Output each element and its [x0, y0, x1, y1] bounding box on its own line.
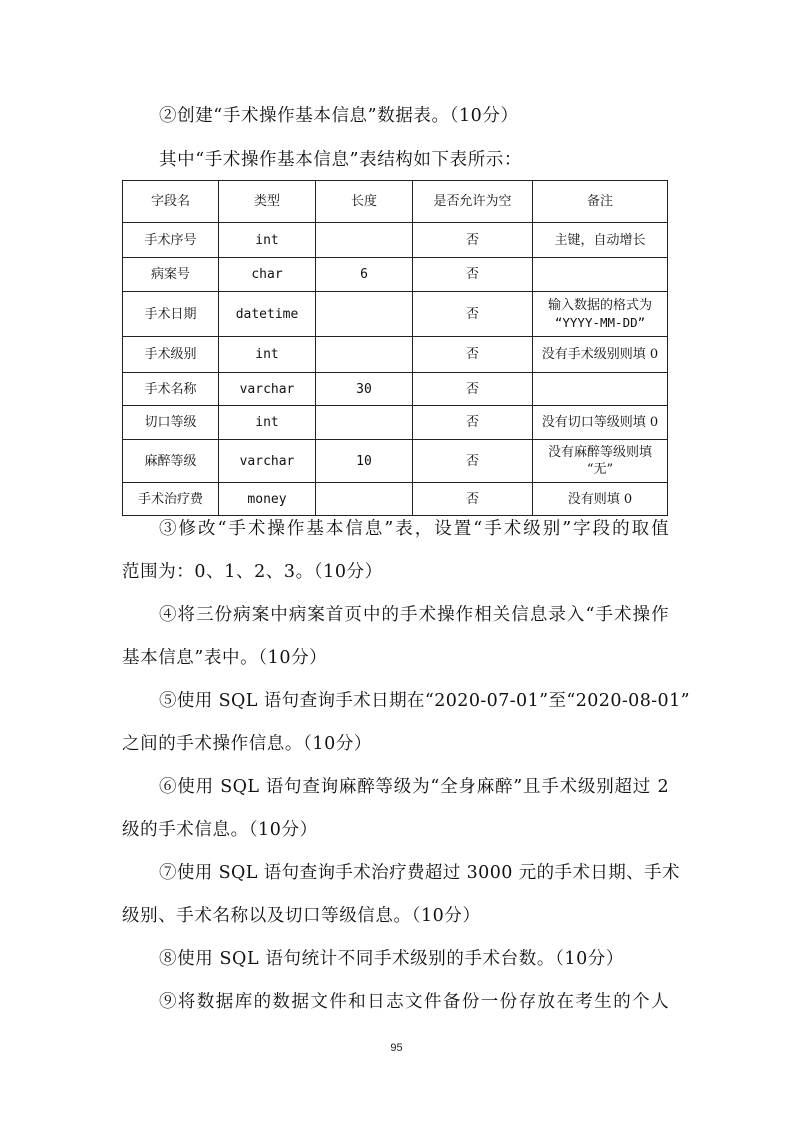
cell-note: [533, 223, 668, 258]
note-line: 输入数据的格式为: [547, 298, 652, 313]
cell-type: int: [219, 223, 316, 258]
cell-nullable: 否: [413, 292, 533, 337]
cell-name: 手术级别: [123, 337, 219, 373]
paragraph-item-6-line-2: 级的手术信息。（10分）: [122, 820, 318, 840]
cell-name: 病案号: [123, 258, 219, 292]
header-field-name: 字段名: [123, 181, 219, 223]
paragraph-item-5-line-2: 之间的手术操作信息。（10分）: [122, 734, 373, 754]
cell-nullable: 否: [413, 483, 533, 516]
cell-nullable: 否: [413, 373, 533, 406]
cell-note: [533, 258, 668, 292]
table-row: [123, 483, 668, 516]
cell-type: datetime: [219, 292, 316, 337]
paragraph-item-7-line-2: 级别、手术名称以及切口等级信息。（10分）: [122, 906, 481, 926]
note-line: “无”: [586, 462, 614, 477]
table-row: [123, 337, 668, 373]
paragraph-item-7-line-1: ⑦使用 SQL 语句查询手术治疗费超过 3000 元的手术日期、手术: [159, 863, 680, 883]
paragraph-item-3-line-2: 范围为：0、1、2、3。（10分）: [122, 562, 383, 582]
table-row: [123, 223, 668, 258]
table-row: [123, 373, 668, 406]
cell-name: 手术治疗费: [123, 483, 219, 516]
note-line: 主键，自动增长: [554, 232, 646, 248]
cell-name: 切口等级: [123, 406, 219, 440]
cell-note: [533, 440, 668, 483]
cell-nullable: 否: [413, 337, 533, 373]
cell-name: 手术名称: [123, 373, 219, 406]
cell-name: 手术序号: [123, 223, 219, 258]
table-row: [123, 258, 668, 292]
paragraph-item-4-line-1: ④将三份病案中病案首页中的手术操作相关信息录入“手术操作: [159, 605, 669, 625]
cell-note: [533, 292, 668, 337]
cell-length: [316, 337, 413, 373]
header-type: 类型: [219, 181, 316, 223]
cell-type: char: [219, 258, 316, 292]
paragraph-item-4-line-2: 基本信息”表中。（10分）: [122, 648, 328, 668]
table-structure: [122, 180, 668, 516]
cell-nullable: 否: [413, 406, 533, 440]
cell-length: [316, 292, 413, 337]
paragraph-item-8: ⑧使用 SQL 语句统计不同手术级别的手术台数。（10分）: [159, 949, 624, 969]
cell-type: money: [219, 483, 316, 516]
note-line: “YYYY-MM-DD”: [554, 315, 646, 330]
cell-type: int: [219, 406, 316, 440]
header-nullable: 是否允许为空: [413, 181, 533, 223]
cell-type: varchar: [219, 440, 316, 483]
cell-length: [316, 406, 413, 440]
cell-length: [316, 483, 413, 516]
table-row: [123, 440, 668, 483]
paragraph-item-9: ⑨将数据库的数据文件和日志文件备份一份存放在考生的个人: [159, 992, 669, 1012]
table-row: [123, 292, 668, 337]
cell-nullable: 否: [413, 258, 533, 292]
header-length: 长度: [316, 181, 413, 223]
table-header-row: [123, 181, 668, 223]
page-number: 95: [390, 1042, 403, 1054]
cell-length: 6: [316, 258, 413, 292]
cell-nullable: 否: [413, 440, 533, 483]
paragraph-item-2: ②创建“手术操作基本信息”数据表。（10分）: [159, 106, 519, 126]
note-line: 没有麻醉等级则填: [547, 445, 652, 460]
header-note: 备注: [533, 181, 668, 223]
cell-length: [316, 223, 413, 258]
paragraph-item-6-line-1: ⑥使用 SQL 语句查询麻醉等级为“全身麻醉”且手术级别超过 2: [159, 777, 669, 797]
table-row: [123, 406, 668, 440]
cell-note: 没有手术级别则填 0: [533, 337, 668, 373]
cell-type: varchar: [219, 373, 316, 406]
cell-length: 10: [316, 440, 413, 483]
paragraph-item-5-line-1: ⑤使用 SQL 语句查询手术日期在“2020-07-01”至“2020-08-01”: [159, 691, 690, 711]
table-intro: 其中“手术操作基本信息”表结构如下表所示：: [159, 150, 522, 170]
cell-note: 没有则填 0: [533, 483, 668, 516]
cell-note: [533, 373, 668, 406]
cell-note: 没有切口等级则填 0: [533, 406, 668, 440]
cell-nullable: 否: [413, 223, 533, 258]
paragraph-item-3-line-1: ③修改“手术操作基本信息”表，设置“手术级别”字段的取值: [159, 519, 669, 539]
cell-name: 手术日期: [123, 292, 219, 337]
cell-type: int: [219, 337, 316, 373]
cell-name: 麻醉等级: [123, 440, 219, 483]
cell-length: 30: [316, 373, 413, 406]
